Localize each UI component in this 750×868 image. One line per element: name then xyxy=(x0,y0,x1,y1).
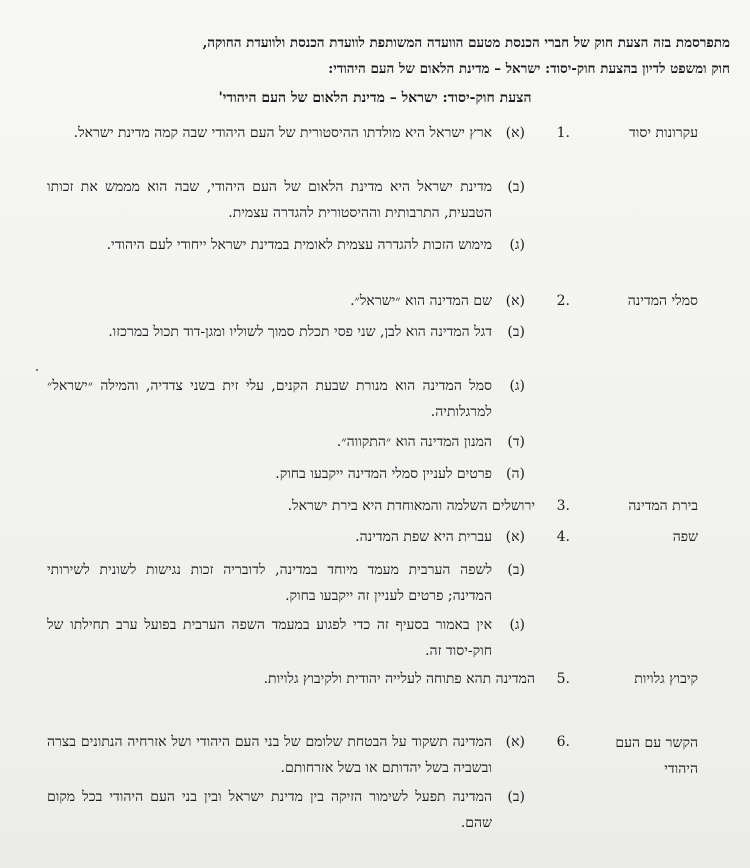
clause-1a-text: ארץ ישראל היא מולדתו ההיסטורית של העם היהודי שבה קמה מדינת ישראל. xyxy=(73,125,492,141)
clause-1a-label: (א) xyxy=(505,125,525,141)
header-line-1: מתפרסמת בזה הצעת חוק של חברי הכנסת מטעם הוועדה המשותפת לוועדת הכנסת ולוועדת החוקה, xyxy=(202,35,730,51)
clause-6b-text: המדינה תפעל לשימור הזיקה בין מדינת ישראל ובין בני העם היהודי בכל מקום שהם. xyxy=(47,789,492,831)
clause-2d-text: המנון המדינה הוא ״התקווה״. xyxy=(336,434,492,450)
clause-4a-label: (א) xyxy=(505,529,525,545)
header-line-2: חוק ומשפט לדיון בהצעת חוק-יסוד: ישראל – מדינת הלאום של העם היהודי: xyxy=(328,61,730,77)
clause-4b-label: (ב) xyxy=(507,562,525,578)
publication-header xyxy=(20,30,730,82)
section-2-number: 2. xyxy=(556,293,570,309)
section-1-title: עקרונות יסוד xyxy=(629,125,698,141)
clause-1c-label: (ג) xyxy=(509,237,525,253)
clause-6b-label: (ב) xyxy=(507,789,525,805)
clause-4c-text: אין באמור בסעיף זה כדי לפגוע במעמד השפה הערבית בפועל ערב תחילתו של חוק-יסוד זה. xyxy=(47,617,492,659)
clause-2e-label: (ה) xyxy=(506,466,525,482)
section-6-title: הקשר עם העם היהודי xyxy=(615,735,698,777)
section-4-number: 4. xyxy=(556,529,570,545)
clause-4c-label: (ג) xyxy=(509,617,525,633)
clause-1c-text: מימוש הזכות להגדרה עצמית לאומית במדינת ישראל ייחודי לעם היהודי. xyxy=(106,237,492,253)
clause-1b-text: מדינת ישראל היא מדינת הלאום של העם היהודי, שבה הוא מממש את זכותו הטבעית, התרבותית וההיסטורית להגדרה עצמית. xyxy=(47,179,492,221)
clause-2a-text: שם המדינה הוא ״ישראל״. xyxy=(350,293,492,309)
section-3-title: בירת המדינה xyxy=(628,498,698,514)
clause-2b-label: (ב) xyxy=(507,324,525,340)
clause-1b-label: (ב) xyxy=(507,179,525,195)
clause-2b-text: דגל המדינה הוא לבן, שני פסי תכלת סמוך לשוליו ומגן-דוד תכול במרכזו. xyxy=(108,324,492,340)
section-4-title: שפה xyxy=(672,529,698,545)
clause-4b-text: לשפה הערבית מעמד מיוחד במדינה, לדובריה זכות נגישות לשונית לשירותי המדינה; פרטים לעניין זה ייקבעו בחוק. xyxy=(47,562,492,604)
section-6-number: 6. xyxy=(556,734,570,750)
section-3-number: 3. xyxy=(556,498,570,514)
document-title: הצעת חוק-יסוד: ישראל – מדינת הלאום של העם היהודי' xyxy=(218,90,532,106)
clause-6a-text: המדינה תשקוד על הבטחת שלומם של בני העם היהודי ושל אזרחיה הנתונים בצרה ובשביה בשל יהדותם או בשל אזרחותם. xyxy=(47,734,492,776)
clause-2d-label: (ד) xyxy=(507,434,525,450)
section-2-title: סמלי המדינה xyxy=(627,293,698,309)
clause-2a-label: (א) xyxy=(505,293,525,309)
scan-speck xyxy=(36,369,38,371)
section-5-title: קיבוץ גלויות xyxy=(634,671,698,687)
clause-3-text: ירושלים השלמה והמאוחדת היא בירת ישראל. xyxy=(287,498,535,514)
clause-6a-label: (א) xyxy=(505,734,525,750)
clause-2c-text: סמל המדינה הוא מנורת שבעת הקנים, עלי זית בשני צדדיה, והמילה ״ישראל״ למרגלותיה. xyxy=(47,378,492,420)
clause-5-text: המדינה תהא פתוחה לעלייה יהודית ולקיבוץ גלויות. xyxy=(263,671,535,687)
clause-2c-label: (ג) xyxy=(509,378,525,394)
clause-4a-text: עברית היא שפת המדינה. xyxy=(355,529,492,545)
section-5-number: 5. xyxy=(556,671,570,687)
clause-2e-text: פרטים לעניין סמלי המדינה ייקבעו בחוק. xyxy=(275,466,492,482)
section-1-number: 1. xyxy=(556,125,570,141)
